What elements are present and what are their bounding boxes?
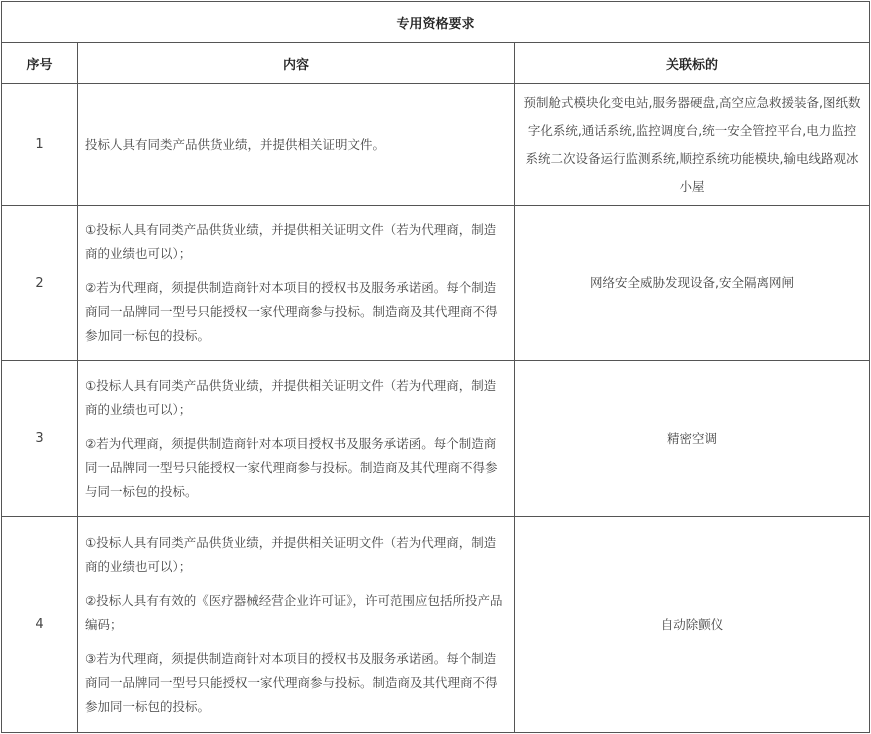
content-cell (78, 517, 515, 733)
table-row (2, 517, 870, 733)
content-cell (78, 206, 515, 361)
header-content: 内容 (78, 43, 515, 84)
seq-cell: 4 (2, 517, 78, 733)
seq-cell: 2 (2, 206, 78, 361)
content-paragraph: ①投标人具有同类产品供货业绩，并提供相关证明文件（若为代理商，制造商的业绩也可以）； (85, 377, 497, 417)
seq-cell: 1 (2, 84, 78, 206)
content-paragraph: 投标人具有同类产品供货业绩，并提供相关证明文件。 (85, 136, 386, 152)
target-cell: 预制舱式模块化变电站,服务器硬盘,高空应急救援装备,图纸数字化系统,通话系统,监控调度台,统一安全管控平台,电力监控系统二次设备运行监测系统,顺控系统功能模块,输电线路观冰小屋 (515, 84, 870, 206)
content-paragraph: ③若为代理商，须提供制造商针对本项目的授权书及服务承诺函。每个制造商同一品牌同一型号只能授权一家代理商参与投标。制造商及其代理商不得参加同一标包的投标。 (85, 650, 498, 714)
content-paragraph: ②若为代理商，须提供制造商针对本项目授权书及服务承诺函。每个制造商同一品牌同一型号只能授权一家代理商参与投标。制造商及其代理商不得参与同一标包的投标。 (85, 435, 498, 499)
title-row (2, 2, 870, 43)
content-cell (78, 361, 515, 517)
target-cell: 精密空调 (515, 361, 870, 517)
seq-cell: 3 (2, 361, 78, 517)
qualification-table (1, 1, 870, 733)
content-cell (78, 84, 515, 206)
header-seq: 序号 (2, 43, 78, 84)
content-paragraph: ①投标人具有同类产品供货业绩，并提供相关证明文件（若为代理商，制造商的业绩也可以）； (85, 534, 497, 574)
table-row (2, 361, 870, 517)
table-row (2, 84, 870, 206)
content-paragraph: ②若为代理商，须提供制造商针对本项目的授权书及服务承诺函。每个制造商同一品牌同一型号只能授权一家代理商参与投标。制造商及其代理商不得参加同一标包的投标。 (85, 280, 498, 343)
content-paragraph: ②投标人具有有效的《医疗器械经营企业许可证》，许可范围应包括所投产品编码； (85, 592, 503, 632)
target-cell: 网络安全威胁发现设备,安全隔离网闸 (515, 206, 870, 361)
table-row (2, 206, 870, 361)
table-title: 专用资格要求 (2, 2, 870, 43)
content-paragraph: ①投标人具有同类产品供货业绩，并提供相关证明文件（若为代理商，制造商的业绩也可以）； (85, 222, 497, 261)
header-target: 关联标的 (515, 43, 870, 84)
target-cell: 自动除颤仪 (515, 517, 870, 733)
header-row (2, 43, 870, 84)
